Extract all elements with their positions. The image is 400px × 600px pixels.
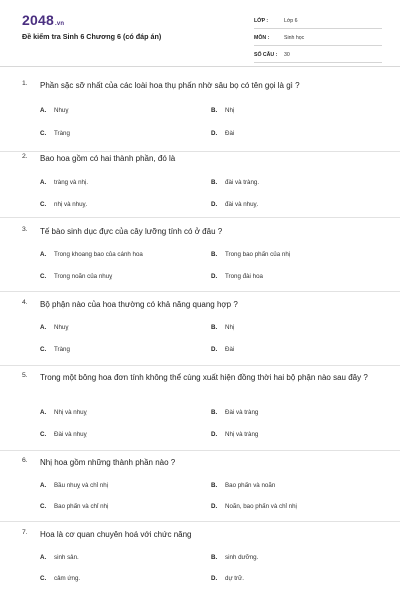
option-key: B. xyxy=(211,409,218,416)
option-key: C. xyxy=(40,273,47,280)
meta-row-subject xyxy=(254,31,382,46)
option-key: B. xyxy=(211,107,218,114)
option-text: Nhuỵ xyxy=(54,324,69,331)
option-text: Bầu nhuỵ và chỉ nhị xyxy=(54,482,109,489)
answer-option-c[interactable] xyxy=(40,431,87,438)
option-text: Bao phấn và noãn xyxy=(225,482,276,489)
answer-option-d[interactable] xyxy=(211,346,234,353)
answer-option-c[interactable] xyxy=(40,130,70,137)
answer-option-c[interactable] xyxy=(40,273,112,280)
question-number: 1. xyxy=(22,80,28,87)
answer-option-b[interactable] xyxy=(211,409,258,416)
answer-option-a[interactable] xyxy=(40,482,108,489)
option-text: Đài xyxy=(225,130,235,137)
answer-option-c[interactable] xyxy=(40,201,87,208)
option-key: C. xyxy=(40,575,47,582)
option-key: A. xyxy=(40,251,47,258)
answer-option-a[interactable] xyxy=(40,409,87,416)
option-text: Đài và tràng xyxy=(225,409,259,416)
option-text: Tràng xyxy=(54,130,70,137)
question-item xyxy=(0,299,400,366)
option-text: Đài và nhuỵ xyxy=(54,431,87,438)
answer-option-c[interactable] xyxy=(40,575,80,582)
question-item xyxy=(0,80,400,152)
question-number: 3. xyxy=(22,226,28,233)
answer-option-d[interactable] xyxy=(211,503,297,510)
question-text: Bộ phận nào của hoa thường có khả năng quang hợp ? xyxy=(40,300,238,309)
question-number: 4. xyxy=(22,299,28,306)
question-number: 2. xyxy=(22,153,28,160)
question-number: 7. xyxy=(22,529,28,536)
answer-option-c[interactable] xyxy=(40,503,108,510)
page-title: Đề kiểm tra Sinh 6 Chương 6 (có đáp án) xyxy=(22,32,162,41)
question-text: Nhị hoa gồm những thành phần nào ? xyxy=(40,458,176,467)
option-text: Trong đài hoa xyxy=(225,273,263,280)
option-text: Trong bao phấn của nhị xyxy=(225,251,291,258)
answer-option-b[interactable] xyxy=(211,324,234,331)
option-text: Nhị và nhuỵ xyxy=(54,409,87,416)
option-text: tràng và nhị. xyxy=(54,179,89,186)
option-key: D. xyxy=(211,346,218,353)
question-text: Phần sặc sỡ nhất của các loài hoa thụ phấn nhờ sâu bọ có tên gọi là gì ? xyxy=(40,81,300,90)
question-number: 5. xyxy=(22,372,28,379)
answer-option-c[interactable] xyxy=(40,346,70,353)
option-key: A. xyxy=(40,482,47,489)
option-text: cảm ứng. xyxy=(54,575,81,582)
question-text: Hoa là cơ quan chuyên hoá với chức năng xyxy=(40,530,192,539)
option-key: A. xyxy=(40,409,47,416)
option-key: D. xyxy=(211,273,218,280)
option-text: đài và tràng. xyxy=(225,179,260,186)
option-key: C. xyxy=(40,431,47,438)
option-text: Trong noãn của nhuỵ xyxy=(54,273,113,280)
logo-text: 2048 xyxy=(22,12,54,28)
option-key: D. xyxy=(211,503,218,510)
question-item xyxy=(0,529,400,600)
question-number: 6. xyxy=(22,457,28,464)
answer-option-a[interactable] xyxy=(40,179,88,186)
option-key: B. xyxy=(211,251,218,258)
option-text: Nhị và tràng xyxy=(225,431,259,438)
option-key: D. xyxy=(211,130,218,137)
option-text: Trong khoang bao của cánh hoa xyxy=(54,251,143,258)
meta-value: Sinh học xyxy=(284,35,305,41)
option-key: B. xyxy=(211,482,218,489)
option-text: Nhị xyxy=(225,324,235,331)
option-key: A. xyxy=(40,554,47,561)
option-text: nhị và nhuỵ. xyxy=(54,201,88,208)
option-text: Noãn, bao phấn và chỉ nhị xyxy=(225,503,297,510)
option-text: Đài xyxy=(225,346,235,353)
option-text: Tràng xyxy=(54,346,70,353)
document-header xyxy=(0,0,400,67)
option-key: D. xyxy=(211,201,218,208)
option-key: C. xyxy=(40,201,47,208)
question-item xyxy=(0,226,400,292)
option-text: Nhuỵ xyxy=(54,107,69,114)
logo-suffix: .vn xyxy=(54,21,65,27)
answer-option-b[interactable] xyxy=(211,482,275,489)
answer-option-b[interactable] xyxy=(211,179,259,186)
option-key: C. xyxy=(40,346,47,353)
answer-option-d[interactable] xyxy=(211,431,258,438)
answer-option-b[interactable] xyxy=(211,107,234,114)
option-key: A. xyxy=(40,324,47,331)
meta-value: 30 xyxy=(284,52,290,58)
meta-row-class xyxy=(254,14,382,29)
question-item xyxy=(0,457,400,522)
option-key: A. xyxy=(40,179,47,186)
answer-option-d[interactable] xyxy=(211,575,244,582)
answer-option-a[interactable] xyxy=(40,554,79,561)
meta-label: LỚP : xyxy=(254,18,269,24)
question-text: Trong một bông hoa đơn tính không thể cùng xuất hiện đồng thời hai bộ phận nào sau đây ? xyxy=(40,373,368,382)
answer-option-a[interactable] xyxy=(40,107,68,114)
question-text: Tế bào sinh dục đực của cây lưỡng tính có ở đâu ? xyxy=(40,227,223,236)
answer-option-a[interactable] xyxy=(40,251,143,258)
question-item xyxy=(0,372,400,451)
option-key: D. xyxy=(211,431,218,438)
answer-option-b[interactable] xyxy=(211,554,258,561)
meta-value: Lớp 6 xyxy=(284,18,298,24)
option-text: đài và nhuỵ. xyxy=(225,201,259,208)
meta-row-count xyxy=(254,48,382,63)
question-text: Bao hoa gồm có hai thành phần, đó là xyxy=(40,154,176,163)
option-key: B. xyxy=(211,324,218,331)
answer-option-d[interactable] xyxy=(211,130,234,137)
option-key: B. xyxy=(211,179,218,186)
option-text: dự trữ. xyxy=(225,575,244,582)
answer-option-d[interactable] xyxy=(211,273,263,280)
answer-option-d[interactable] xyxy=(211,201,258,208)
option-text: Bao phấn và chỉ nhị xyxy=(54,503,109,510)
option-text: Nhị xyxy=(225,107,235,114)
option-key: B. xyxy=(211,554,218,561)
meta-label: SỐ CÂU : xyxy=(254,52,278,58)
option-key: C. xyxy=(40,503,47,510)
meta-label: MÔN : xyxy=(254,35,270,41)
answer-option-b[interactable] xyxy=(211,251,290,258)
answer-option-a[interactable] xyxy=(40,324,68,331)
option-key: A. xyxy=(40,107,47,114)
option-text: sinh dưỡng. xyxy=(225,554,259,561)
site-logo[interactable] xyxy=(22,12,64,28)
option-key: D. xyxy=(211,575,218,582)
option-key: C. xyxy=(40,130,47,137)
exam-meta xyxy=(254,14,382,65)
question-item xyxy=(0,153,400,218)
option-text: sinh sản. xyxy=(54,554,79,561)
